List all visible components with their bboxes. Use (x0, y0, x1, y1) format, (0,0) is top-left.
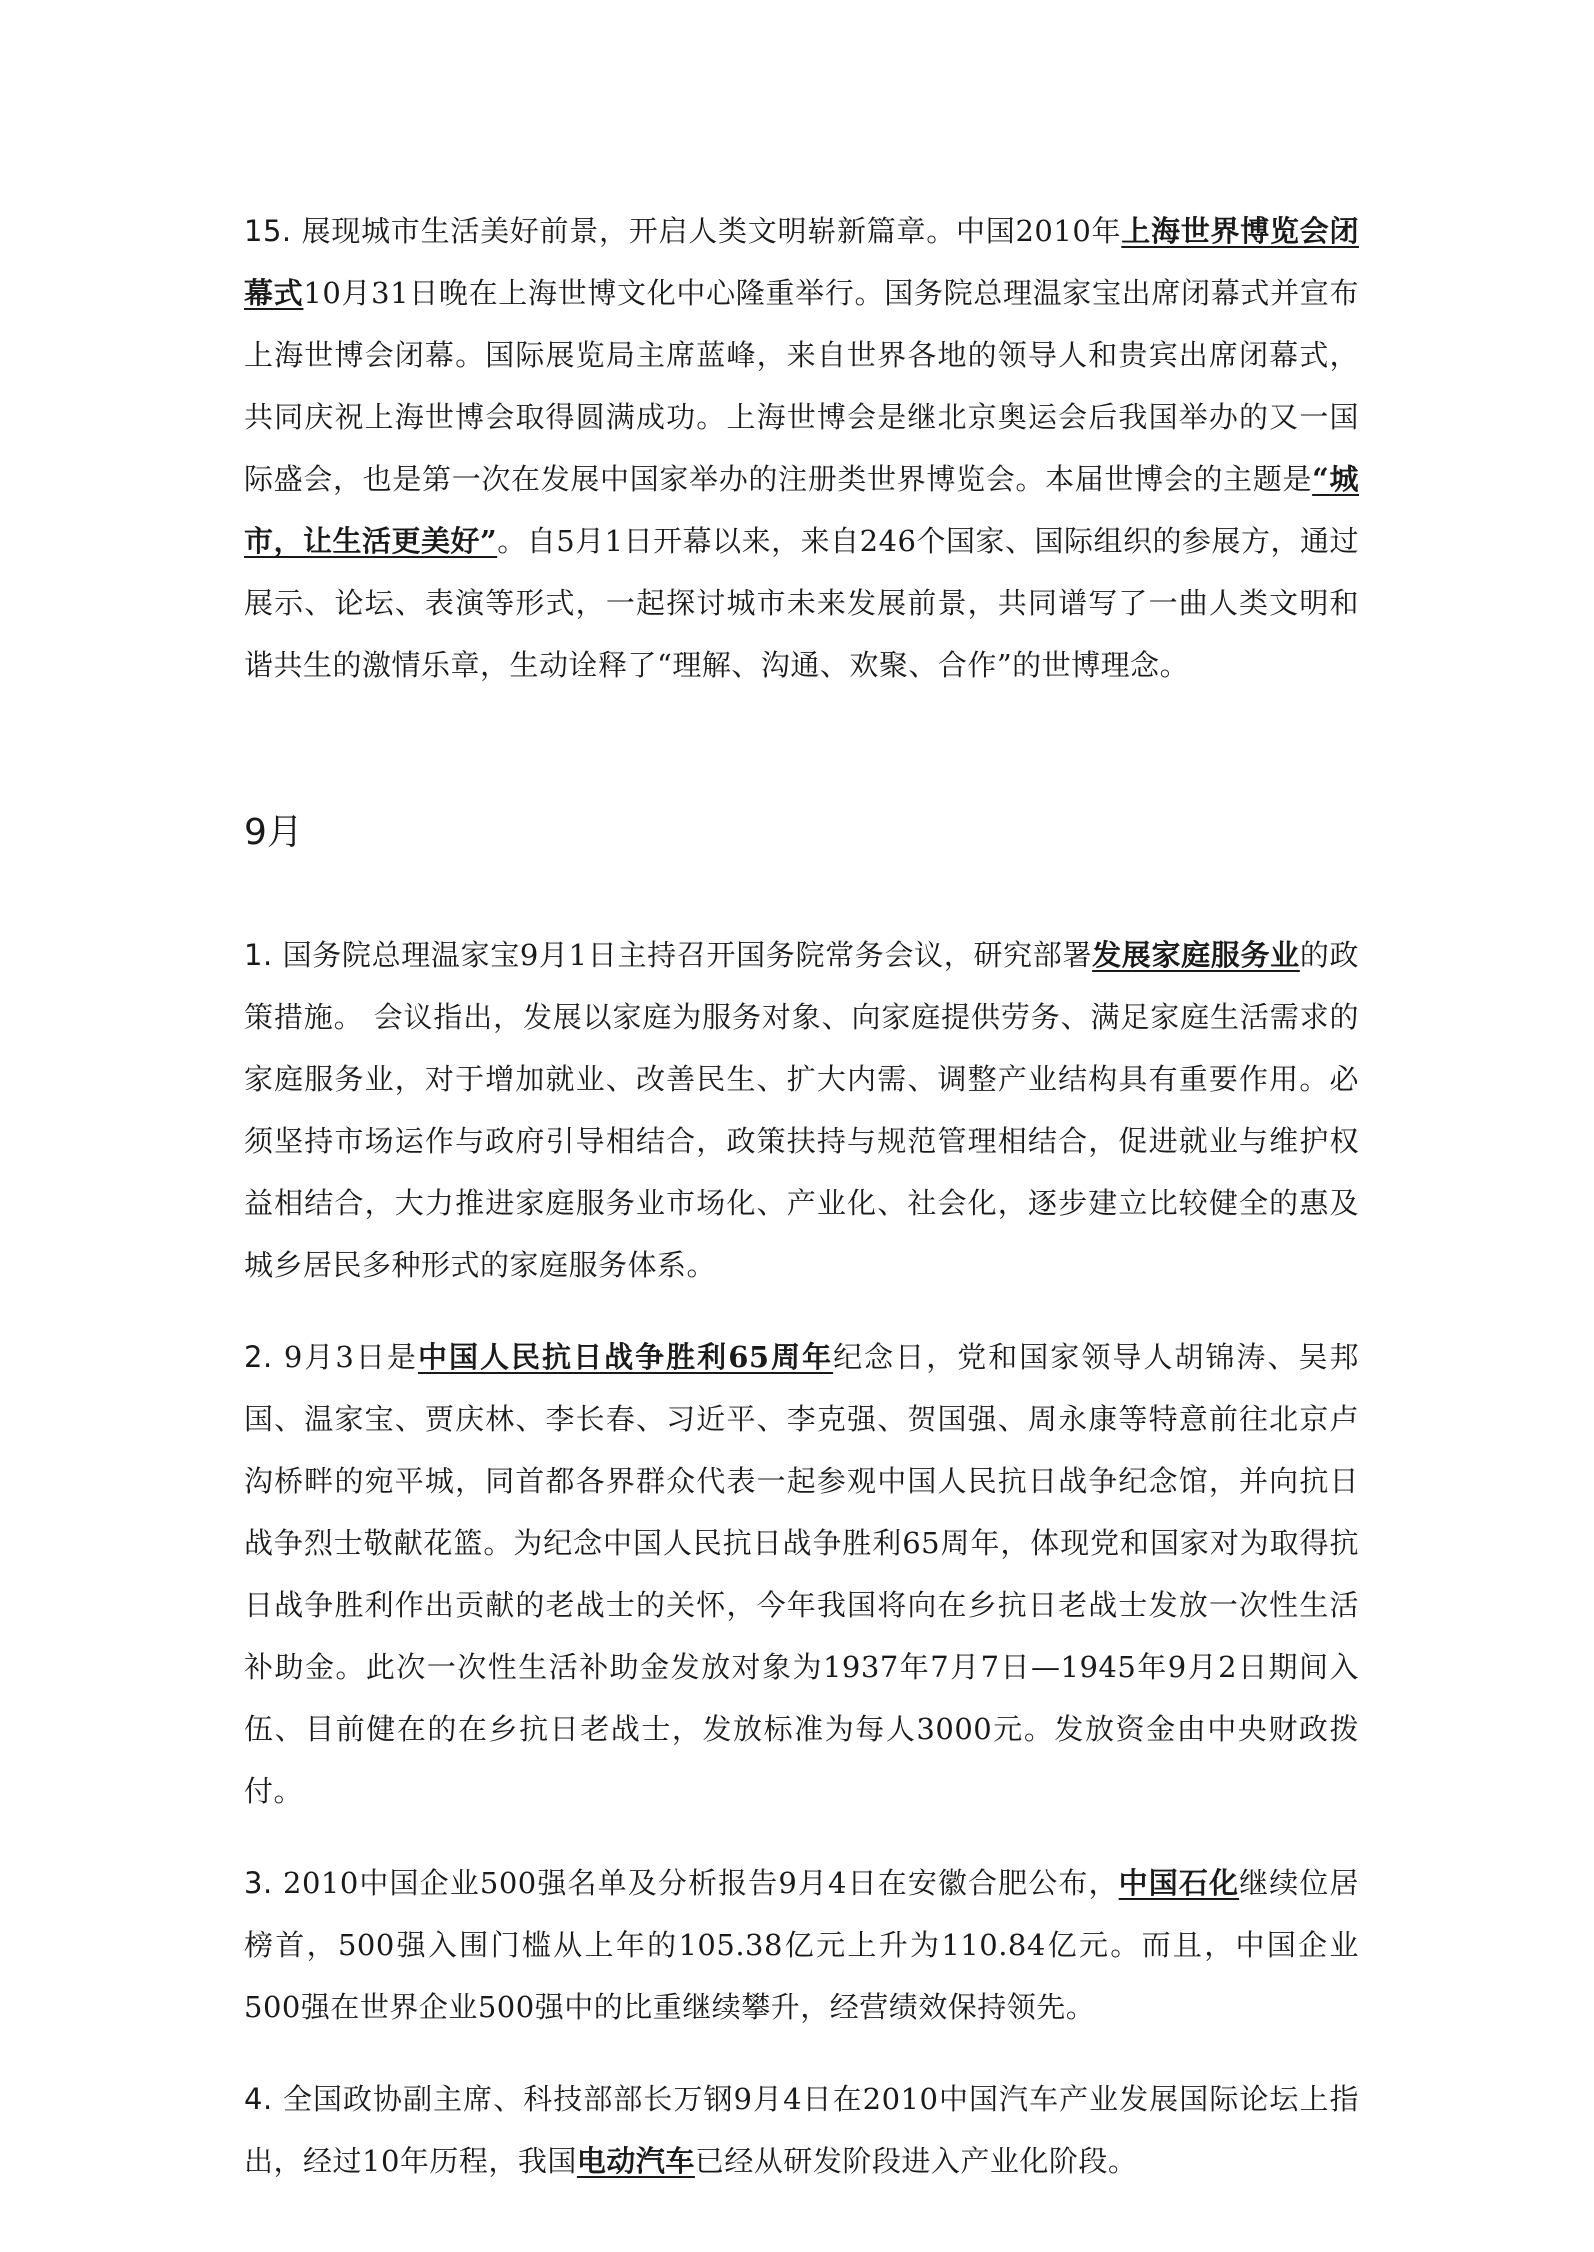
paragraph-item-3 (244, 1852, 1359, 2038)
paragraph-item-1 (244, 924, 1359, 1296)
month-heading: 9月 (244, 812, 303, 853)
spacer (244, 1822, 1359, 1852)
paragraph-item-2 (244, 1326, 1359, 1822)
paragraph-item-15 (244, 200, 1359, 696)
link-sinopec[interactable]: 中国石化 (1118, 1866, 1240, 1900)
link-electric-vehicles[interactable]: 电动汽车 (576, 2144, 695, 2178)
spacer (244, 858, 1359, 924)
spacer (244, 696, 1359, 808)
item-number: 15. (244, 214, 292, 248)
text-segment: 继续位居榜首，500强入围门槛从上年的105.38亿元上升为110.84亿元。而且，中国企业500强在世界企业500强中的比重继续攀升，经营绩效保持领先。 (244, 1866, 1359, 2024)
item-number: 3. (244, 1866, 273, 1900)
text-segment: 纪念日，党和国家领导人胡锦涛、吴邦国、温家宝、贾庆林、李长春、习近平、李克强、贺国强、周永康等特意前往北京卢沟桥畔的宛平城，同首都各界群众代表一起参观中国人民抗日战争纪念馆，并向抗日战争烈士敬献花篮。为纪念中国人民抗日战争胜利65周年，体现党和国家对为取得抗日战争胜利作出贡献的老战士的关怀，今年我国将向在乡抗日老战士发放一次性生活补助金。此次一次性生活补助金发放对象为1937年7月7日—1945年9月2日期间入伍、目前健在的在乡抗日老战士，发放标准为每人3000元。发放资金由中央财政拨付。 (244, 1340, 1360, 1808)
spacer (244, 2038, 1359, 2068)
text-segment: 2010中国企业500强名单及分析报告9月4日在安徽合肥公布， (283, 1866, 1119, 1900)
link-expo-theme[interactable]: “城市，让生活更美好” (244, 462, 1359, 558)
link-family-services[interactable]: 发展家庭服务业 (1092, 938, 1300, 972)
text-segment: 国务院总理温家宝9月1日主持召开国务院常务会议，研究部署 (282, 938, 1093, 972)
text-segment: 已经从研发阶段进入产业化阶段。 (694, 2144, 1138, 2178)
text-segment: 展现城市生活美好前景，开启人类文明崭新篇章。中国2010年 (301, 214, 1122, 248)
text-segment: 10月31日晚在上海世博文化中心隆重举行。国务院总理温家宝出席闭幕式并宣布上海世博会闭幕。国际展览局主席蓝峰，来自世界各地的领导人和贵宾出席闭幕式，共同庆祝上海世博会取得圆满成功。上海世博会是继北京奥运会后我国举办的又一国际盛会，也是第一次在发展中国家举办的注册类世界博览会。本届世博会的主题是 (244, 276, 1359, 496)
item-number: 1. (244, 938, 273, 972)
paragraph-item-4 (244, 2068, 1359, 2192)
text-segment: 。自5月1日开幕以来，来自246个国家、国际组织的参展方，通过展示、论坛、表演等形式，一起探讨城市未来发展前景，共同谱写了一曲人类文明和谐共生的激情乐章，生动诠释了“理解、沟通、欢聚、合作”的世博理念。 (244, 524, 1359, 682)
item-number: 2. (244, 1340, 273, 1374)
link-anti-japanese-war-65th[interactable]: 中国人民抗日战争胜利65周年 (417, 1340, 834, 1374)
spacer (244, 1296, 1359, 1326)
document-page (244, 200, 1359, 2192)
text-segment: 全国政协副主席、科技部部长万钢9月4日在2010中国汽车产业发展国际论坛上指出，经过10年历程，我国 (244, 2082, 1359, 2178)
item-number: 4. (244, 2082, 273, 2116)
text-segment: 9月3日是 (283, 1340, 418, 1374)
link-shanghai-expo-closing[interactable]: 上海世界博览会闭幕式 (244, 214, 1359, 310)
text-segment: 的政策措施。 会议指出，发展以家庭为服务对象、向家庭提供劳务、满足家庭生活需求的家庭服务业，对于增加就业、改善民生、扩大内需、调整产业结构具有重要作用。必须坚持市场运作与政府引导相结合，政策扶持与规范管理相结合，促进就业与维护权益相结合，大力推进家庭服务业市场化、产业化、社会化，逐步建立比较健全的惠及城乡居民多种形式的家庭服务体系。 (244, 938, 1359, 1282)
